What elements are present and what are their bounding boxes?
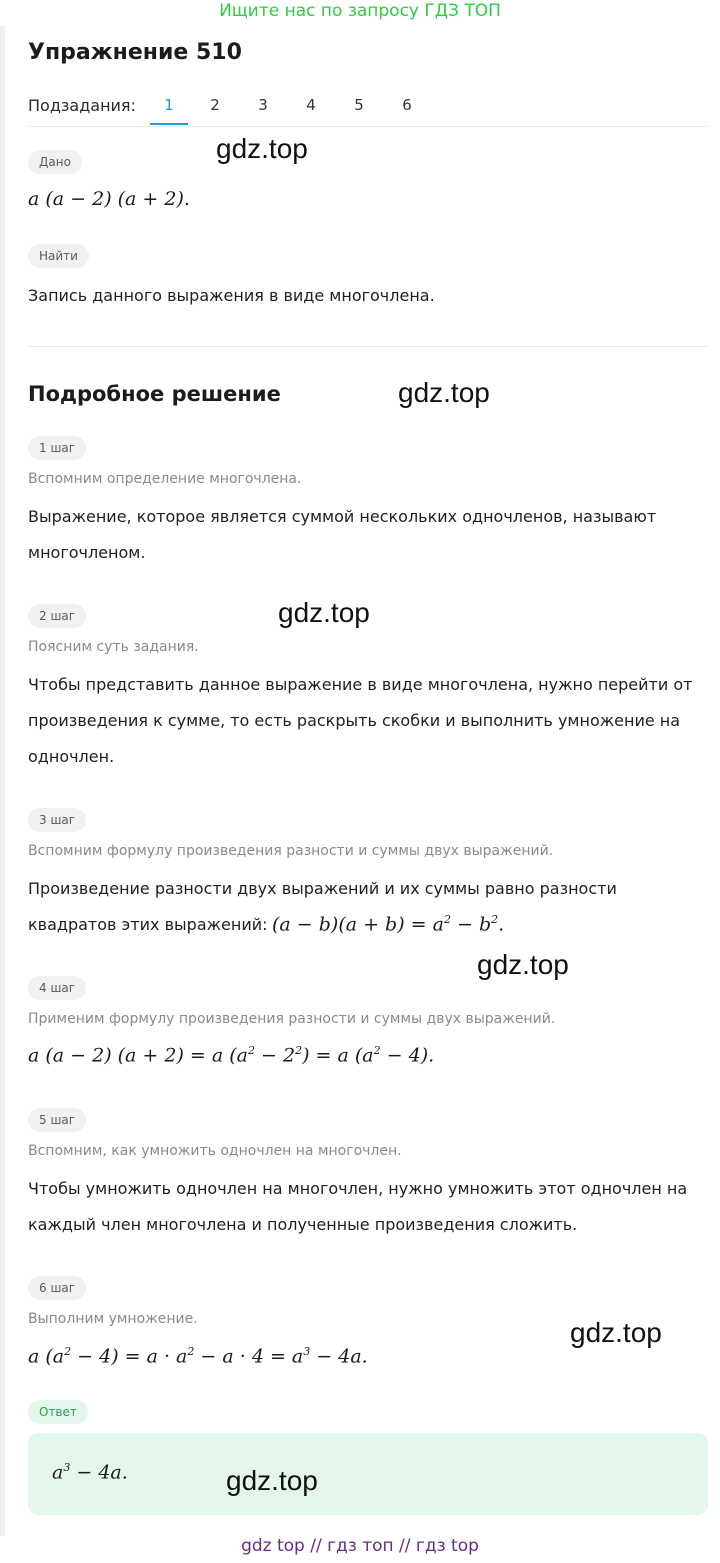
step-4-formula: a (a − 2) (a + 2) = a $(a^2 - 2^2) = a$ $(a^2 - 4)$. [28, 1044, 435, 1067]
find-text: Запись данного выражения в виде многочлена. [28, 286, 435, 305]
step-2-pill: 2 шаг [28, 604, 86, 628]
active-tab-indicator [150, 123, 188, 125]
watermark: gdz.top [477, 949, 569, 980]
given-pill: Дано [28, 150, 82, 174]
answer-box [28, 1433, 708, 1515]
section-divider [28, 346, 708, 347]
answer-pill: Ответ [28, 1400, 88, 1424]
step-1-pill: 1 шаг [28, 436, 86, 460]
step-3-hint: Вспомним формулу произведения разности и суммы двух выражений. [28, 843, 554, 859]
tab-3[interactable]: 3 [258, 96, 268, 114]
step-3-text-line1: Произведение разности двух выражений и их суммы равно разности [28, 879, 617, 898]
tab-2[interactable]: 2 [210, 96, 220, 114]
watermark: gdz.top [216, 133, 308, 164]
step-4-pill: 4 шаг [28, 976, 86, 1000]
subtasks-label: Подзадания: [28, 96, 136, 115]
step-4-hint: Применим формулу произведения разности и суммы двух выражений. [28, 1011, 556, 1027]
page-title: Упражнение 510 [28, 40, 242, 65]
step-6-hint: Выполним умножение. [28, 1311, 198, 1327]
tab-4[interactable]: 4 [306, 96, 316, 114]
step-3-text-line2: квадратов этих выражений: [28, 915, 268, 934]
step-3-pill: 3 шаг [28, 808, 86, 832]
tab-6[interactable]: 6 [402, 96, 412, 114]
find-pill: Найти [28, 244, 89, 268]
watermark: gdz.top [278, 597, 370, 628]
watermark: gdz.top [226, 1465, 318, 1496]
step-2-text: Чтобы представить данное выражение в виде многочлена, нужно перейти от произведения к сумме, то есть раскрыть скобки и выполнить умножение на одночлен. [28, 675, 693, 766]
given-expression: a (a − 2) (a + 2). [28, 188, 190, 210]
solution-title: Подробное решение [28, 382, 281, 406]
tab-5[interactable]: 5 [354, 96, 364, 114]
watermark: gdz.top [398, 377, 490, 408]
watermark: gdz.top [570, 1317, 662, 1348]
step-5-text: Чтобы умножить одночлен на многочлен, нужно умножить этот одночлен на каждый член многочлена и полученные произведения сложить. [28, 1179, 688, 1234]
step-5-hint: Вспомним, как умножить одночлен на многочлен. [28, 1143, 402, 1159]
top-banner[interactable]: Ищите нас по запросу ГДЗ ТОП [219, 1, 501, 21]
answer-value: $a^3 - 4a$. [52, 1461, 128, 1484]
step-5-pill: 5 шаг [28, 1108, 86, 1132]
tab-1[interactable]: 1 [164, 96, 174, 114]
step-2-hint: Поясним суть задания. [28, 639, 199, 655]
footer-links[interactable]: gdz top // гдз топ // гдз top [241, 1536, 479, 1556]
subtasks-tabs [28, 94, 708, 127]
step-6-pill: 6 шаг [28, 1276, 86, 1300]
step-1-hint: Вспомним определение многочлена. [28, 471, 302, 487]
step-1-text: Выражение, которое является суммой нескольких одночленов, называют многочленом. [28, 507, 657, 562]
step-6-formula: a $(a^2 - 4) = a \cdot a^2 - a \cdot 4 = a^3 - 4a$. [28, 1345, 368, 1368]
left-edge-bar [0, 26, 5, 1536]
step-3-formula: $(a - b)(a + b) = a^2 - b^2$. [272, 913, 505, 936]
